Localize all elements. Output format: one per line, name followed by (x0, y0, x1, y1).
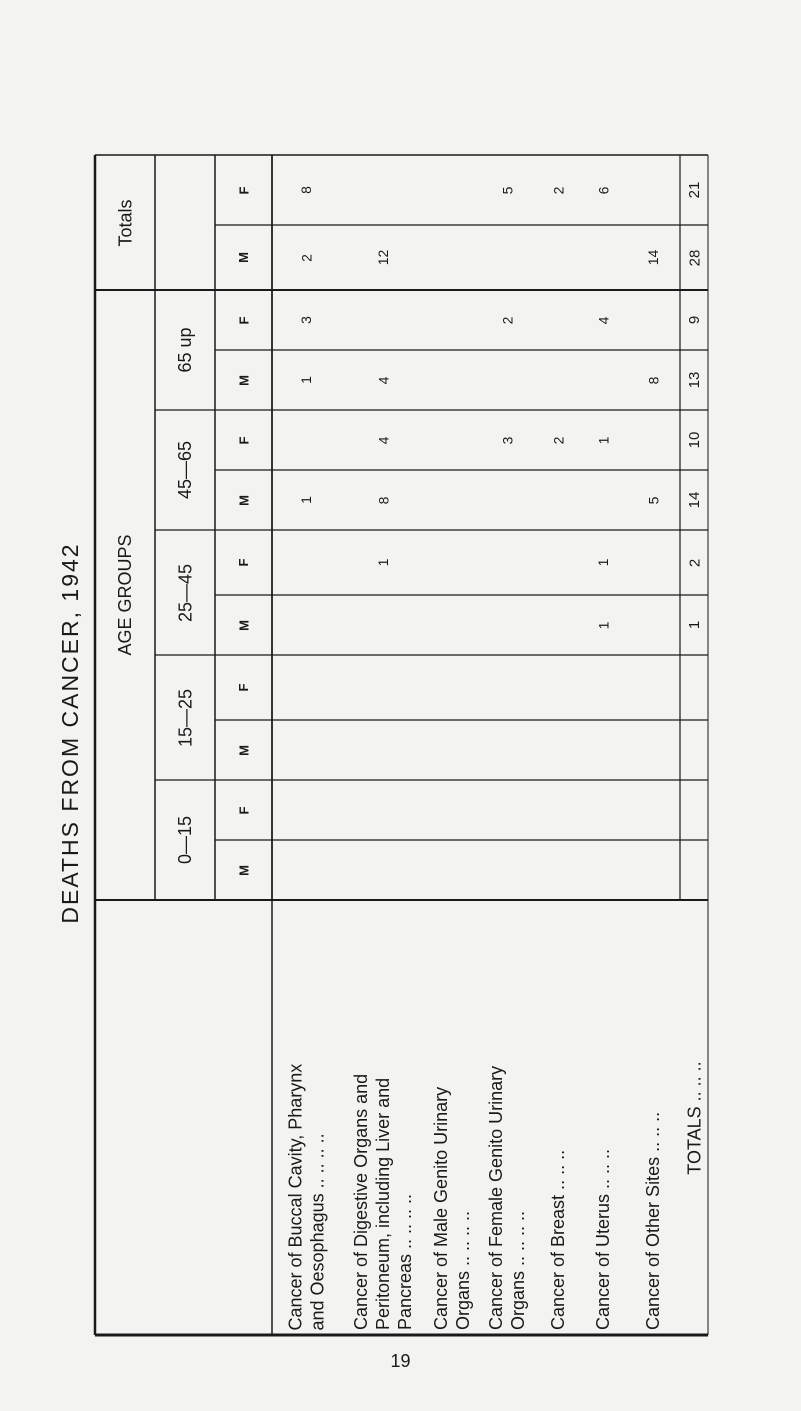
cell-value: 4 (594, 316, 611, 324)
cause-label-line: Organs .. .. .. .. (452, 1210, 473, 1330)
cell-value: 8 (644, 376, 661, 384)
cell-value: 2 (549, 436, 566, 444)
cell-value: 4 (374, 436, 391, 444)
cause-label (535, 905, 580, 1330)
cell-value: 1 (298, 496, 314, 504)
cause-label (625, 905, 680, 1330)
sex-label-m: M (236, 252, 251, 263)
cell-value: 12 (374, 249, 391, 266)
cell-value: 2 (549, 186, 566, 194)
cell-value: 2 (298, 253, 314, 262)
cell-value: 6 (594, 186, 611, 194)
cell-value: 3 (498, 436, 515, 444)
cause-label (478, 905, 535, 1330)
totals-row-value: 2 (685, 558, 703, 567)
totals-row-value: 10 (685, 431, 703, 449)
cause-label-line: Cancer of Male Genito Urinary (430, 1086, 451, 1330)
totals-row-value: 1 (685, 620, 703, 630)
sex-label-f: F (236, 806, 251, 814)
sex-label-m: M (236, 864, 251, 876)
page-title: DEATHS FROM CANCER, 1942 (57, 542, 83, 924)
sex-label-f: F (236, 558, 251, 567)
cell-value: 2 (498, 316, 515, 324)
age-group-label: 0—15 (175, 815, 195, 865)
cell-value: 5 (498, 186, 515, 194)
totals-row-value: 13 (685, 371, 703, 389)
cause-label-line: Organs .. .. .. .. (507, 1210, 528, 1330)
cause-label-line: Cancer of Buccal Cavity, Pharynx (285, 1063, 305, 1330)
cause-label (580, 905, 625, 1330)
totals-header: Totals (115, 198, 135, 247)
cause-label-line: Peritoneum, including Liver and (372, 1077, 393, 1330)
cause-label-line: Cancer of Breast .. .. .. (547, 1149, 568, 1330)
cell-value: 3 (298, 316, 314, 324)
cause-label-line: Cancer of Other Sites .. .. .. (642, 1111, 663, 1330)
cause-label-line: and Oesophagus .. .. .. .. (307, 1132, 327, 1330)
totals-row-label: TOTALS .. .. .. (684, 1060, 704, 1175)
totals-row-value: 28 (685, 249, 703, 266)
sex-label-f: F (236, 316, 251, 324)
totals-row-value: 9 (685, 315, 703, 325)
cause-label (425, 905, 478, 1330)
age-group-label: 15—25 (175, 688, 195, 747)
sex-label-m: M (236, 494, 251, 506)
cause-label-line: Cancer of Digestive Organs and (350, 1073, 371, 1330)
cell-value: 4 (374, 376, 391, 384)
totals-row-value: 14 (685, 491, 703, 509)
page-number: 19 (390, 1351, 411, 1371)
sex-label-f: F (236, 683, 251, 692)
sex-label-f: F (236, 186, 251, 194)
sex-label-m: M (236, 374, 251, 386)
age-group-label: 65 up (175, 327, 195, 373)
cause-label (340, 905, 425, 1330)
cell-value: 1 (374, 558, 391, 567)
sex-label-m: M (236, 744, 251, 756)
cell-value: 1 (594, 558, 611, 567)
cause-label-line: Cancer of Uterus .. .. .. (592, 1148, 613, 1330)
sex-label-f: F (236, 436, 251, 444)
cell-value: 1 (594, 621, 611, 629)
cell-value: 14 (644, 249, 661, 266)
age-groups-header: AGE GROUPS (115, 534, 135, 656)
cause-label-line: Cancer of Female Genito Urinary (485, 1065, 506, 1330)
cell-value: 8 (298, 186, 314, 194)
age-group-label: 45—65 (175, 440, 195, 500)
cell-value: 1 (594, 436, 611, 444)
cell-value: 1 (298, 376, 314, 384)
totals-row-value: 21 (685, 181, 703, 199)
cell-value: 8 (374, 496, 391, 504)
cell-value: 5 (644, 496, 661, 504)
sex-label-m: M (236, 619, 251, 631)
age-group-label: 25—45 (175, 563, 195, 622)
cause-label-line: Pancreas .. .. .. .. (394, 1193, 415, 1330)
cause-label (272, 905, 340, 1330)
